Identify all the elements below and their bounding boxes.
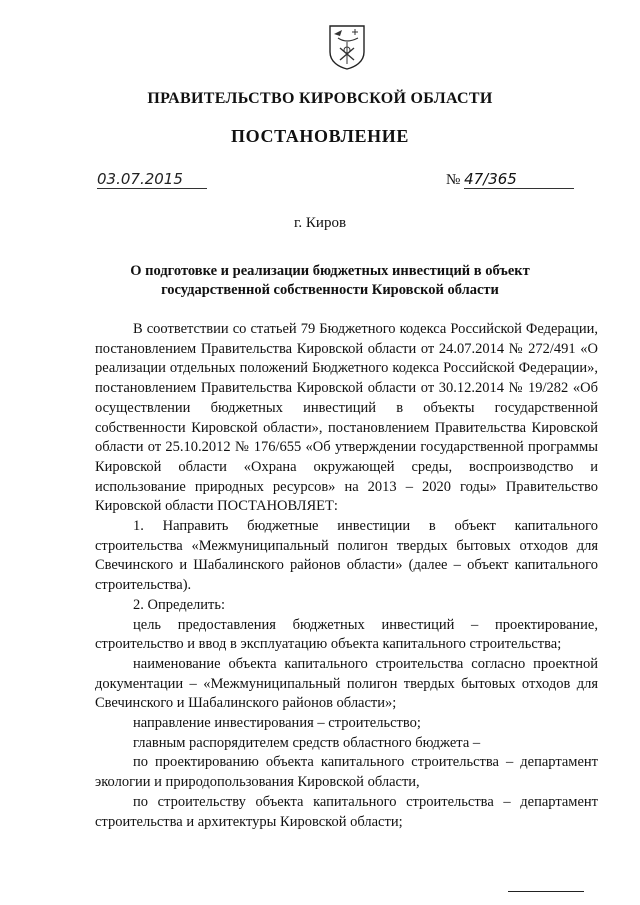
coat-of-arms-emblem [328, 24, 366, 70]
footer-rule [508, 891, 584, 892]
document-type: ПОСТАНОВЛЕНИЕ [231, 126, 409, 146]
document-title [110, 262, 550, 300]
city-name: г. Киров [293, 215, 347, 231]
paragraph-item-1: 1. Направить бюджетные инвестиции в объект капитального строительства «Межмуниципальный полигон твердых бытовых отходов для Свечинского и Шабалинского районов области» (далее – объект капитального строительства). [95, 518, 598, 594]
paragraph-construction-department: по строительству объекта капитального строительства – департамент строительства и архитектуры Кировской области; [95, 793, 598, 830]
paragraph-main-manager: главным распорядителем средств областного бюджета – [133, 734, 481, 751]
decree-date-value: 03.07.2015 [97, 170, 207, 189]
paragraph-object-name: наименование объекта капитального строительства согласно проектной документации – «Межмуниципальный полигон твердых бытовых отходов для Свечинского и Шабалинского районов области»; [95, 655, 598, 712]
paragraph-design-department: по проектированию объекта капитального строительства – департамент экологии и природопользования Кировской области, [95, 754, 598, 791]
paragraph-direction: направление инвестирования – строительство; [133, 715, 421, 732]
title-line-1: О подготовке и реализации бюджетных инвестиций в объект [130, 263, 530, 279]
paragraph-item-2: 2. Определить: [133, 596, 226, 613]
government-name: ПРАВИТЕЛЬСТВО КИРОВСКОЙ ОБЛАСТИ [147, 90, 493, 107]
decree-number-value: 47/365 [464, 170, 574, 189]
document-body [95, 320, 598, 832]
number-sign: № [446, 172, 461, 188]
decree-number [446, 170, 574, 189]
paragraph-preamble: В соответствии со статьей 79 Бюджетного кодекса Российской Федерации, постановлением Правительства Кировской области от 24.07.2014 № 272/491 «О реализации отдельных положений Бюджетного кодекса Российской Федерации», постановлением Правительства Кировской области от 30.12.2014 № 19/282 «Об осуществлении бюджетных инвестиций в объекты государственной собственности Кировской области», постановлением Правительства Кировской области от 25.10.2012 № 176/655 «Об утверждении государственной программы Кировской области «Охрана окружающей среды, воспроизводство и использование природных ресурсов» на 2013 – 2020 годы» Правительство Кировской области ПОСТАНОВЛЯЕТ: [95, 321, 598, 515]
title-line-2: государственной собственности Кировской области [161, 282, 499, 298]
paragraph-goal: цель предоставления бюджетных инвестиций – проектирование, строительство и ввод в эксплуатацию объекта капитального строительства; [95, 616, 598, 653]
decree-date [97, 170, 207, 189]
